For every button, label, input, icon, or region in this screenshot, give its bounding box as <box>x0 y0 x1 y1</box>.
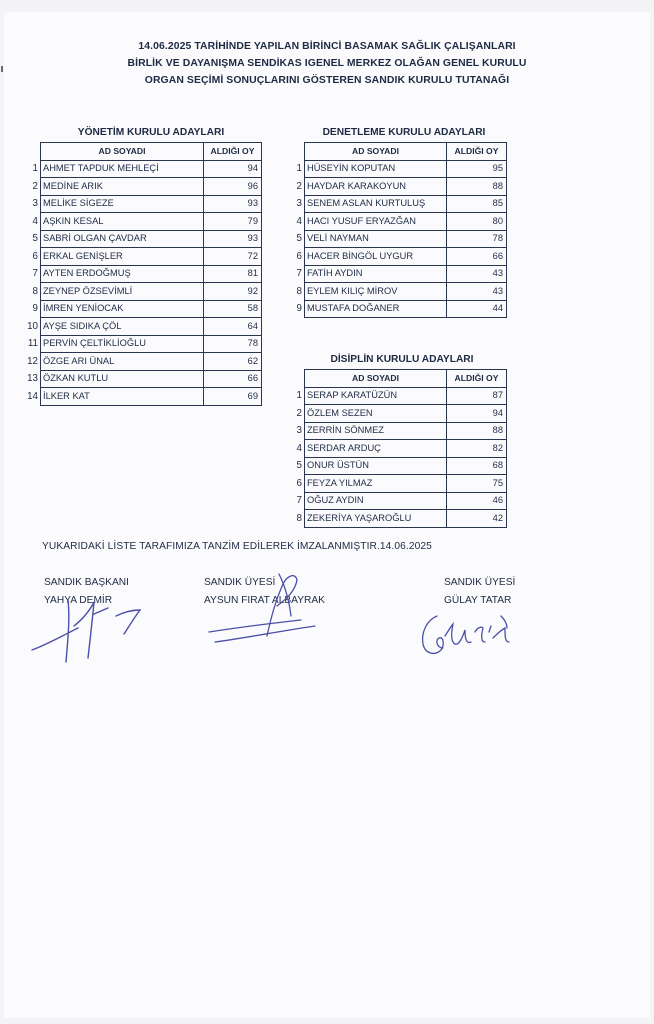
table-row <box>290 422 507 440</box>
column-header-name: AD SOYADI <box>41 143 204 161</box>
table-row <box>26 300 262 318</box>
vote-count: 80 <box>447 213 507 231</box>
signatory-name: AYSUN FIRAT ALBAYRAK <box>204 595 325 606</box>
vote-count: 88 <box>447 422 507 440</box>
table-row <box>26 283 262 301</box>
table-row <box>290 213 507 231</box>
row-number: 5 <box>296 233 302 245</box>
candidate-name: MELİKE SİGEZE <box>41 195 204 213</box>
row-number: 9 <box>296 303 302 315</box>
vote-count: 43 <box>447 283 507 301</box>
yonetim-table <box>26 142 262 406</box>
vote-count: 68 <box>447 457 507 475</box>
table-row <box>26 248 262 266</box>
row-number: 2 <box>32 180 38 192</box>
candidate-name: VELİ NAYMAN <box>305 230 447 248</box>
candidate-name: ÖZKAN KUTLU <box>41 370 204 388</box>
header-index <box>290 143 305 161</box>
vote-count: 79 <box>204 213 262 231</box>
signatory-role: SANDIK ÜYESİ <box>444 577 516 588</box>
table-row <box>26 353 262 371</box>
row-number: 4 <box>296 442 302 454</box>
candidate-name: SERAP KARATÜZÜN <box>305 387 447 405</box>
vote-count: 88 <box>447 178 507 196</box>
denetleme-title: DENETLEME KURULU ADAYLARI <box>322 127 486 138</box>
row-number: 1 <box>32 163 38 175</box>
vote-count: 93 <box>204 230 262 248</box>
row-number: 8 <box>296 285 302 297</box>
vote-count: 69 <box>204 388 262 406</box>
vote-count: 93 <box>204 195 262 213</box>
candidate-name: ZEYNEP ÖZSEVİMLİ <box>41 283 204 301</box>
candidate-name: SERDAR ARDUÇ <box>305 440 447 458</box>
row-number: 9 <box>32 303 38 315</box>
row-number: 1 <box>296 163 302 175</box>
row-number: 11 <box>27 338 38 350</box>
candidate-name: FATİH AYDIN <box>305 265 447 283</box>
column-header-name: AD SOYADI <box>305 143 447 161</box>
vote-count: 82 <box>447 440 507 458</box>
signature-aysun-firat-albayrak <box>205 566 325 646</box>
yonetim-title: YÖNETİM KURULU ADAYLARI <box>77 127 225 138</box>
table-row <box>26 335 262 353</box>
candidate-name: HAYDAR KARAKOYUN <box>305 178 447 196</box>
row-number: 5 <box>32 233 38 245</box>
table-row <box>26 370 262 388</box>
candidate-name: OĞUZ AYDIN <box>305 492 447 510</box>
table-row <box>290 195 507 213</box>
row-number: 8 <box>296 512 302 524</box>
vote-count: 78 <box>204 335 262 353</box>
candidate-name: AYTEN ERDOĞMUŞ <box>41 265 204 283</box>
candidate-name: SABRİ OLGAN ÇAVDAR <box>41 230 204 248</box>
vote-count: 95 <box>447 160 507 178</box>
table-row <box>290 178 507 196</box>
header-index <box>26 143 41 161</box>
vote-count: 66 <box>204 370 262 388</box>
row-number: 3 <box>296 198 302 210</box>
row-number: 8 <box>32 285 38 297</box>
row-number: 10 <box>27 320 38 332</box>
heading-line-2: BİRLİK VE DAYANIŞMA SENDİKAS IGENEL MERKEZ OLAĞAN GENEL KURULU <box>127 58 527 69</box>
row-number: 5 <box>296 460 302 472</box>
vote-count: 64 <box>204 318 262 336</box>
table-row <box>290 475 507 493</box>
vote-count: 44 <box>447 300 507 318</box>
row-number: 2 <box>296 407 302 419</box>
table-row <box>290 457 507 475</box>
vote-count: 75 <box>447 475 507 493</box>
table-header-row <box>290 143 507 161</box>
candidate-name: ÖZGE ARI ÜNAL <box>41 353 204 371</box>
candidate-name: ZEKERİYA YAŞAROĞLU <box>305 510 447 528</box>
vote-count: 58 <box>204 300 262 318</box>
candidate-name: İMREN YENİOCAK <box>41 300 204 318</box>
row-number: 14 <box>27 390 38 402</box>
candidate-name: SENEM ASLAN KURTULUŞ <box>305 195 447 213</box>
vote-count: 42 <box>447 510 507 528</box>
table-row <box>290 440 507 458</box>
signature-gulay-tatar <box>415 598 525 668</box>
disiplin-table <box>290 369 507 528</box>
row-number: 6 <box>296 477 302 489</box>
table-row <box>290 248 507 266</box>
candidate-name: ZERRİN SÖNMEZ <box>305 422 447 440</box>
signatory-name: YAHYA DEMİR <box>44 595 113 606</box>
signature-note: YUKARIDAKİ LİSTE TARAFIMIZA TANZİM EDİLEREK İMZALANMIŞTIR.14.06.2025 <box>42 541 432 552</box>
table-row <box>290 283 507 301</box>
candidate-name: PERVİN ÇELTİKLİOĞLU <box>41 335 204 353</box>
heading-line-3: ORGAN SEÇİMİ SONUÇLARINI GÖSTEREN SANDIK KURULU TUTANAĞI <box>144 75 510 86</box>
table-row <box>290 160 507 178</box>
table-row <box>290 300 507 318</box>
candidate-name: HÜSEYİN KOPUTAN <box>305 160 447 178</box>
row-number: 2 <box>296 180 302 192</box>
row-number: 1 <box>296 390 302 402</box>
row-number: 7 <box>32 268 38 280</box>
vote-count: 87 <box>447 387 507 405</box>
table-row <box>26 213 262 231</box>
row-number: 3 <box>32 198 38 210</box>
candidate-name: HACI YUSUF ERYAZĞAN <box>305 213 447 231</box>
column-header-name: AD SOYADI <box>305 370 447 388</box>
signatory-role: SANDIK BAŞKANI <box>44 577 129 588</box>
vote-count: 72 <box>204 248 262 266</box>
table-row <box>26 230 262 248</box>
vote-count: 96 <box>204 178 262 196</box>
vote-count: 92 <box>204 283 262 301</box>
table-row <box>26 160 262 178</box>
denetleme-table <box>290 142 507 318</box>
vote-count: 66 <box>447 248 507 266</box>
document-heading <box>0 38 654 89</box>
column-header-votes: ALDIĞI OY <box>447 370 507 388</box>
table-row <box>26 388 262 406</box>
row-number: 6 <box>296 250 302 262</box>
candidate-name: AHMET TAPDUK MEHLEÇİ <box>41 160 204 178</box>
vote-count: 81 <box>204 265 262 283</box>
table-row <box>26 178 262 196</box>
candidate-name: FEYZA YILMAZ <box>305 475 447 493</box>
table-header-row <box>26 143 262 161</box>
signature-yahya-demir <box>28 588 148 668</box>
table-row <box>26 195 262 213</box>
candidate-name: ERKAL GENİŞLER <box>41 248 204 266</box>
table-row <box>26 318 262 336</box>
column-header-votes: ALDIĞI OY <box>447 143 507 161</box>
header-index <box>290 370 305 388</box>
table-row <box>290 492 507 510</box>
candidate-name: ONUR ÜSTÜN <box>305 457 447 475</box>
vote-count: 43 <box>447 265 507 283</box>
table-row <box>290 387 507 405</box>
signatory-role: SANDIK ÜYESİ <box>204 577 276 588</box>
vote-count: 94 <box>447 405 507 423</box>
disiplin-title: DİSİPLİN KURULU ADAYLARI <box>330 354 474 365</box>
vote-count: 85 <box>447 195 507 213</box>
table-row <box>26 265 262 283</box>
vote-count: 46 <box>447 492 507 510</box>
table-row <box>290 405 507 423</box>
vote-count: 94 <box>204 160 262 178</box>
row-number: 12 <box>27 355 38 367</box>
heading-line-1: 14.06.2025 TARİHİNDE YAPILAN BİRİNCİ BASAMAK SAĞLIK ÇALIŞANLARI <box>138 41 516 52</box>
candidate-name: HACER BİNGÖL UYGUR <box>305 248 447 266</box>
row-number: 7 <box>296 268 302 280</box>
candidate-name: AYŞE SIDIKA ÇÖL <box>41 318 204 336</box>
row-number: 4 <box>296 215 302 227</box>
candidate-name: ÖZLEM SEZEN <box>305 405 447 423</box>
candidate-name: MEDİNE ARIK <box>41 178 204 196</box>
candidate-name: İLKER KAT <box>41 388 204 406</box>
row-number: 13 <box>27 373 38 385</box>
column-header-votes: ALDIĞI OY <box>204 143 262 161</box>
signatory-name: GÜLAY TATAR <box>444 595 512 606</box>
row-number: 7 <box>296 495 302 507</box>
candidate-name: MUSTAFA DOĞANER <box>305 300 447 318</box>
table-header-row <box>290 370 507 388</box>
candidate-name: AŞKIN KESAL <box>41 213 204 231</box>
candidate-name: EYLEM KILIÇ MİROV <box>305 283 447 301</box>
row-number: 3 <box>296 425 302 437</box>
table-row <box>290 265 507 283</box>
row-number: 4 <box>32 215 38 227</box>
row-number: 6 <box>32 250 38 262</box>
table-row <box>290 230 507 248</box>
table-row <box>290 510 507 528</box>
vote-count: 78 <box>447 230 507 248</box>
vote-count: 62 <box>204 353 262 371</box>
